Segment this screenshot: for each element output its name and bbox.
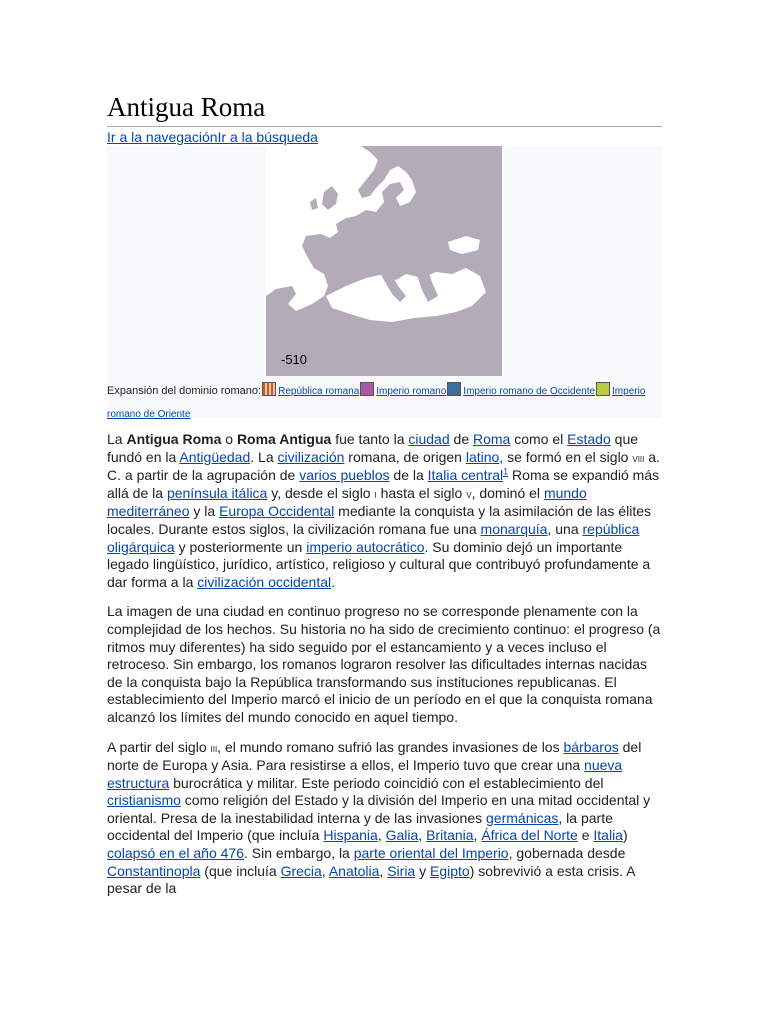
century-numeral: iii — [210, 740, 218, 755]
text: ) sobrevivió a esta crisis. A pesar de la — [107, 862, 635, 897]
skip-navigation-link[interactable]: Ir a la navegaciónIr a la búsqueda — [107, 129, 318, 145]
link-britania[interactable]: Britania — [426, 827, 474, 844]
infobox — [107, 146, 662, 418]
link-europa-occidental[interactable]: Europa Occidental — [219, 503, 335, 520]
text: e — [577, 827, 594, 844]
link-parte-oriental[interactable]: parte oriental del Imperio — [353, 845, 509, 862]
link-civilizacion[interactable]: civilización — [277, 448, 345, 465]
paragraph-invasions — [107, 739, 663, 898]
text: , gobernada desde — [508, 845, 626, 862]
link-hispania[interactable]: Hispania — [323, 827, 378, 844]
link-colapso-476[interactable]: colapsó en el año 476 — [107, 845, 244, 862]
link-cristianismo[interactable]: cristianismo — [107, 792, 181, 809]
text: y posteriormente un — [174, 538, 307, 555]
link-roma[interactable]: Roma — [473, 431, 511, 447]
text: , el mundo romano sufrió las grandes invasiones de los — [217, 738, 564, 755]
link-barbaros[interactable]: bárbaros — [563, 738, 619, 755]
legend-link-imperio[interactable]: Imperio romano — [376, 386, 447, 397]
page-title: Antigua Roma — [107, 90, 662, 127]
text: fue tanto la — [331, 431, 409, 447]
link-imperio-autocratico[interactable]: imperio autocrático — [306, 538, 425, 555]
text: y la — [189, 503, 220, 520]
link-italia[interactable]: Italia — [593, 827, 623, 844]
ireland-land — [310, 198, 318, 210]
text: que fundó en la — [107, 431, 639, 465]
text: romana, de origen — [344, 448, 466, 465]
text: a. C. a partir de la agrupación de — [107, 448, 660, 484]
link-anatolia[interactable]: Anatolia — [328, 862, 380, 879]
text: Roma se expandió más allá de la — [107, 467, 660, 501]
text: o — [221, 431, 237, 447]
link-galia[interactable]: Galia — [385, 827, 419, 844]
link-italia-central[interactable]: Italia central — [427, 467, 504, 484]
link-mundo-mediterraneo[interactable]: mundo mediterráneo — [107, 484, 587, 520]
legend-swatch-oriente — [596, 382, 610, 396]
text: . — [331, 573, 335, 590]
text: , — [379, 862, 388, 879]
text: , dominó el — [471, 484, 544, 501]
link-germanicas[interactable]: germánicas — [486, 809, 559, 826]
link-egipto[interactable]: Egipto — [430, 862, 470, 879]
text: y, desde el siglo — [267, 484, 375, 501]
text: . La — [250, 448, 278, 465]
century-numeral: i — [374, 486, 377, 501]
text: burocrática y militar. Este periodo coincidió con el establecimiento del — [169, 774, 604, 791]
link-africa-del-norte[interactable]: África del Norte — [481, 827, 578, 844]
link-latino[interactable]: latino — [465, 448, 500, 465]
text: . Sin embargo, la — [244, 845, 354, 862]
legend-link-republica[interactable]: República romana — [278, 386, 360, 397]
text: La — [107, 431, 127, 447]
text: A partir del siglo — [107, 738, 211, 755]
link-antiguedad[interactable]: Antigüedad — [179, 448, 251, 465]
map-caption — [107, 380, 662, 426]
text: , se formó en el siglo — [499, 448, 633, 465]
legend-swatch-republica — [262, 382, 276, 396]
text: mediante la conquista y la asimilación de las élites locales. Durante estos siglos, la civilización romana fue una — [107, 503, 651, 537]
text: (que incluía — [200, 862, 281, 879]
bold-term: Antigua Roma — [126, 431, 222, 447]
bold-term: Roma Antigua — [236, 431, 332, 447]
text: , — [418, 827, 427, 844]
link-grecia[interactable]: Grecia — [280, 862, 322, 879]
link-nueva-estructura[interactable]: nueva estructura — [107, 757, 623, 791]
legend-link-occidente[interactable]: Imperio romano de Occidente — [463, 386, 596, 397]
link-estado[interactable]: Estado — [567, 431, 611, 447]
text: de la — [389, 467, 428, 484]
text: , una — [547, 520, 583, 537]
text: , — [321, 862, 329, 879]
text: , — [473, 827, 482, 844]
map-land-shape — [266, 146, 502, 376]
europe-map-image[interactable] — [266, 146, 502, 376]
link-constantinopla[interactable]: Constantinopla — [107, 862, 201, 879]
century-numeral: v — [466, 486, 472, 501]
link-republica-oligarquica[interactable]: república oligárquica — [107, 520, 640, 555]
text: como el — [510, 431, 568, 447]
legend-swatch-imperio — [360, 382, 374, 396]
text: de — [449, 431, 473, 447]
legend-swatch-occidente — [447, 382, 461, 396]
text: del norte de Europa y Asia. Para resistirse a ellos, el Imperio tuvo que crear una — [107, 738, 642, 774]
caption-prefix: Expansión del dominio romano: — [107, 385, 262, 397]
paragraph-intro — [107, 431, 663, 591]
britain-land — [322, 186, 338, 210]
century-numeral: viii — [632, 450, 645, 465]
paragraph-history: La imagen de una ciudad en continuo progreso no se corresponde plenamente con la complejidad de los hechos. Su historia no ha sido de crecimiento continuo: el progreso (a ritmos muy diferentes) ha sido seguido por el estancamiento y a veces incluso el retroceso. Sin embargo, los romanos lograron resolver las dificultades internas nacidas de la conquista bajo la República transformando sus instituciones republicanas. El establecimiento del Imperio marcó el inicio de un período en el que la conquista romana alcanzó los límites del mundo conocido en aquel tiempo. — [107, 603, 661, 725]
link-peninsula-italica[interactable]: península itálica — [166, 484, 268, 501]
reference-link[interactable]: 1 — [503, 466, 509, 477]
article-body — [107, 431, 663, 910]
link-varios-pueblos[interactable]: varios pueblos — [299, 467, 390, 484]
link-monarquia[interactable]: monarquía — [480, 520, 548, 537]
text: y — [415, 862, 430, 879]
text: hasta el siglo — [376, 484, 467, 501]
text: , la parte occidental del Imperio (que incluía — [107, 809, 613, 844]
link-civilizacion-occidental[interactable]: civilización occidental — [197, 573, 332, 590]
map-year-label: -510 — [281, 352, 308, 367]
text: ) — [622, 827, 628, 844]
link-siria[interactable]: Siria — [387, 862, 416, 879]
link-ciudad[interactable]: ciudad — [408, 431, 450, 447]
text: como religión del Estado y la división del Imperio en una mitad occidental y oriental. Presa de la inestabilidad interna y de las invasiones — [107, 792, 651, 826]
text: , — [377, 827, 386, 844]
legend-link-oriente[interactable]: Imperio romano de Oriente — [107, 386, 646, 420]
text: . Su dominio dejó un importante legado lingüístico, jurídico, artístico, religioso y cultural que contribuyó profundamente a dar forma a la — [107, 538, 651, 590]
